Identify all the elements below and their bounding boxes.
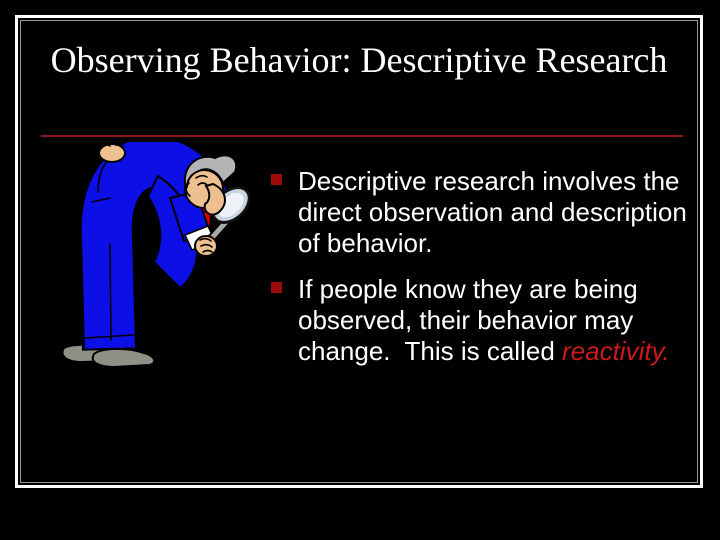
bullet-list [270,166,695,367]
bullet-text-1: Descriptive research involves the direct observation and description of behavior. [298,166,695,258]
hand [195,236,217,256]
hand-behind-back [99,144,125,163]
bullet-text-2: If people know they are being observed, their behavior may change. This is called reactivity. [298,274,670,366]
bullet-square-icon [271,174,282,185]
bullet-2-highlight: reactivity. [562,336,670,366]
bullet-item-1 [270,166,695,259]
title-underline [41,135,683,137]
bullet-square-icon [271,282,282,293]
detective-magnifier-clipart [54,142,250,370]
slide-frame [15,15,703,488]
slide-title: Observing Behavior: Descriptive Research [50,40,668,80]
bullet-item-2 [270,274,690,367]
